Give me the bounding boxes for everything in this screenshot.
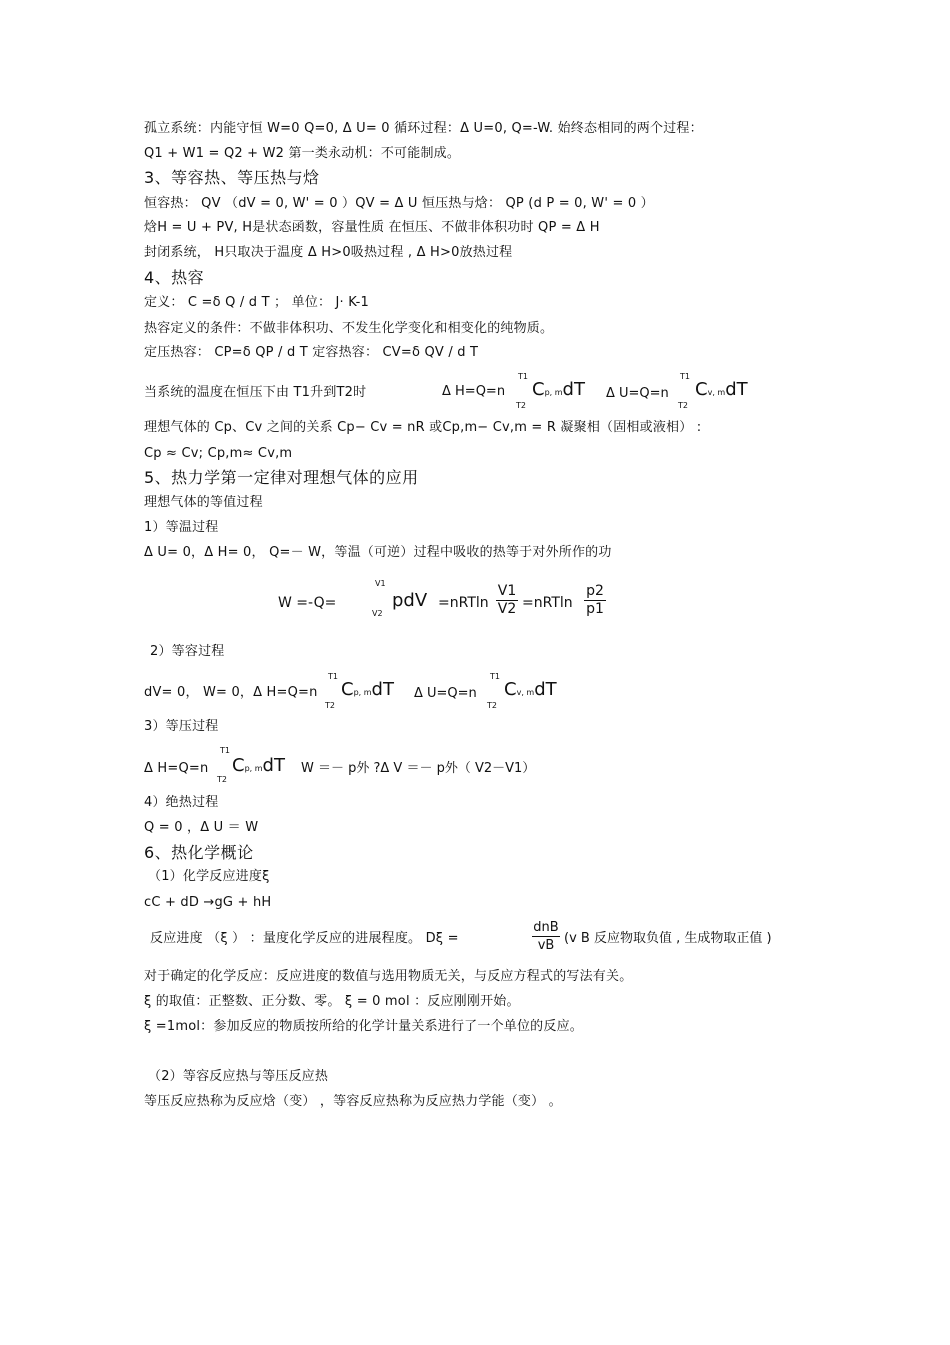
text-line: 3）等压过程 [144, 719, 219, 734]
integral-upper-limit: T1 [490, 672, 500, 681]
fraction-volume: V1 V2 [497, 583, 517, 617]
integral-upper-limit: V1 [375, 579, 386, 588]
integral-lower-limit: T2 [325, 701, 335, 710]
text-line: cC + dD →gG + hH [144, 895, 272, 910]
text-line: 热容定义的条件：不做非体积功、不发生化学变化和相变化的纯物质。 [144, 321, 554, 336]
text-line: （2）等容反应热与等压反应热 [148, 1069, 329, 1084]
text-line: dV= 0， W= 0，Δ H=Q=n [144, 685, 318, 700]
formula-nrtln: =nRTln [438, 595, 489, 611]
formula-work-isobaric: W ＝－ p外 ?Δ V ＝－ p外（ V2－V1） [301, 761, 536, 776]
text-line: 等压反应热称为反应焓（变） ，等容反应热称为反应热力学能（变） 。 [144, 1094, 562, 1109]
integral-lower-limit: V2 [372, 609, 383, 618]
section-heading: 5、热力学第一定律对理想气体的应用 [144, 468, 419, 487]
text-line: 2）等容过程 [150, 644, 225, 659]
formula-dh: Δ H=Q=n [442, 384, 506, 399]
fraction-extent: dnB vB [533, 920, 559, 953]
formula-du: Δ U=Q=n [414, 686, 477, 701]
formula-cv: Cv, mdT [695, 379, 748, 400]
text-line: （1）化学反应进度ξ [148, 869, 270, 884]
text-line: ξ 的取值：正整数、正分数、零。 ξ = 0 mol ：反应刚刚开始。 [144, 994, 520, 1009]
text-line: 理想气体的等值过程 [144, 495, 263, 510]
text-line: 理想气体的 Cp、Cv 之间的关系 Cp− Cv = nR 或Cp,m− Cv,m = R 凝聚相（固相或液相） : [144, 420, 702, 435]
text-line: ξ =1mol：参加反应的物质按所给的化学计量关系进行了一个单位的反应。 [144, 1019, 583, 1034]
formula-cp: Cp, mdT [232, 755, 285, 776]
text-line: 定义： C =δ Q / d T ； 单位： J· K-1 [144, 295, 369, 310]
text-line: 反应进度 （ξ ） ：量度化学反应的进展程度。 Dξ = [150, 931, 459, 946]
text-line: 当系统的温度在恒压下由 T1升到T2时 [144, 385, 367, 400]
integral-lower-limit: T2 [678, 401, 688, 410]
text-line: 孤立系统：内能守恒 W=0 Q=0, Δ U= 0 循环过程：Δ U=0, Q=-W. 始终态相同的两个过程： [144, 121, 703, 136]
integral-lower-limit: T2 [217, 775, 227, 784]
section-heading: 3、等容热、等压热与焓 [144, 168, 320, 187]
formula-du: Δ U=Q=n [606, 386, 669, 401]
text-line: 1）等温过程 [144, 520, 219, 535]
formula-pdv: pdV [392, 590, 428, 611]
text-line: 恒容热： QV （dV = 0, W' = 0 ）QV = Δ U 恒压热与焓： QP (d P = 0, W' = 0 ） [144, 196, 654, 211]
formula-cp: Cp, mdT [341, 679, 394, 700]
section-heading: 4、热容 [144, 268, 205, 287]
integral-upper-limit: T1 [328, 672, 338, 681]
text-line: 焓H = U + PV, H是状态函数，容量性质 在恒压、不做非体积功时 QP = Δ H [144, 220, 600, 235]
text-line: 定压热容： CP=δ QP / d T 定容热容： CV=δ QV / d T [144, 345, 479, 360]
section-heading: 6、热化学概论 [144, 843, 254, 862]
integral-upper-limit: T1 [220, 746, 230, 755]
integral-upper-limit: T1 [518, 372, 528, 381]
text-line: 封闭系统， H只取决于温度 Δ H>0吸热过程 , Δ H>0放热过程 [144, 245, 513, 260]
text-line: Q1 + W1 = Q2 + W2 第一类永动机：不可能制成。 [144, 146, 461, 161]
formula-cp: Cp, mdT [532, 379, 585, 400]
fraction-pressure: p2 p1 [584, 583, 606, 618]
formula-work: W =-Q= [278, 595, 337, 611]
formula-nrtln: =nRTln [522, 595, 573, 611]
formula-cv: Cv, mdT [504, 679, 557, 700]
integral-lower-limit: T2 [516, 401, 526, 410]
text-line: Δ U= 0，Δ H= 0， Q=－ W，等温（可逆）过程中吸收的热等于对外所作的功 [144, 545, 612, 560]
integral-lower-limit: T2 [487, 701, 497, 710]
text-line: 对于确定的化学反应：反应进度的数值与选用物质无关，与反应方程式的写法有关。 [144, 969, 633, 984]
text-line: 4）绝热过程 [144, 795, 219, 810]
text-line: Cp ≈ Cv; Cp,m≈ Cv,m [144, 446, 293, 461]
text-line: Q = 0 ，Δ U ＝ W [144, 820, 259, 835]
text-line: Δ H=Q=n [144, 761, 209, 776]
text-line: (v B 反应物取负值 , 生成物取正值 ) [564, 931, 772, 946]
integral-upper-limit: T1 [680, 372, 690, 381]
